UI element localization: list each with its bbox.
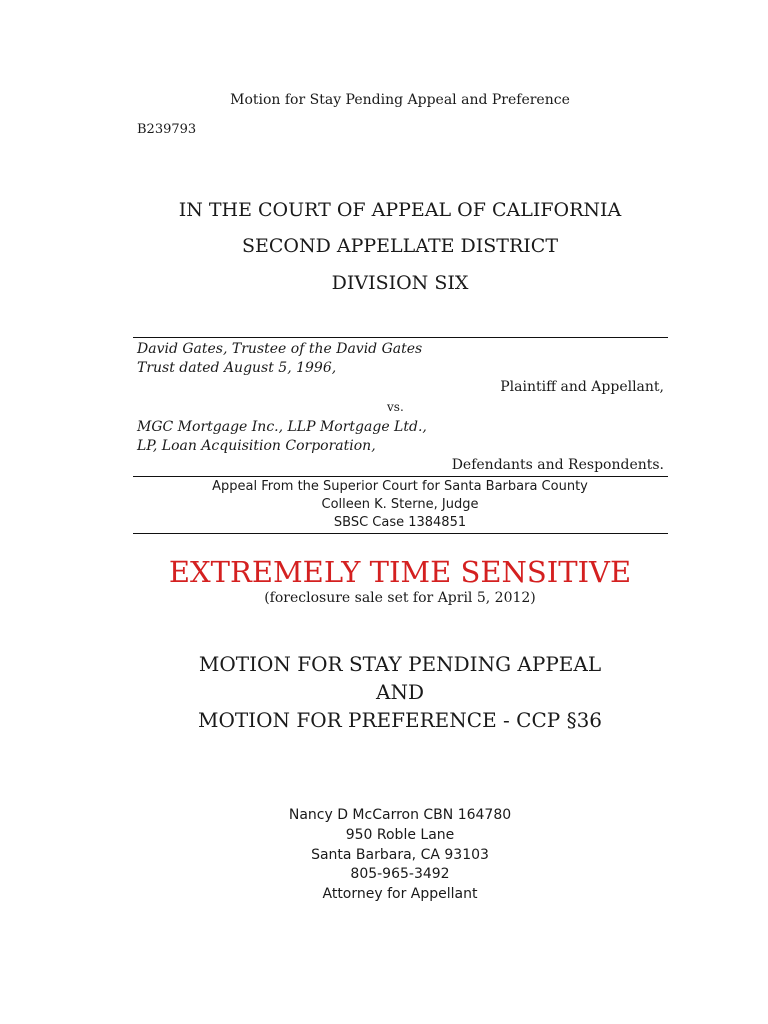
defendants-role: Defendants and Respondents. [451,457,664,473]
defendants-line-1: MGC Mortgage Inc., LLP Mortgage Ltd., [137,419,427,435]
court-district: SECOND APPELLATE DISTRICT [241,235,558,257]
versus-label: vs. [387,400,404,414]
case-number: B239793 [137,122,197,137]
court-name: IN THE COURT OF APPEAL OF CALIFORNIA [178,199,622,221]
attorney-street: 950 Roble Lane [345,827,455,843]
caption-top-rule [133,337,668,338]
superior-court-case-number: SBSC Case 1384851 [333,515,467,530]
attorney-name: Nancy D McCarron CBN 164780 [288,807,512,823]
motion-title-line-2: AND [376,680,424,704]
appeal-judge: Colleen K. Sterne, Judge [321,497,479,512]
plaintiff-name [137,340,422,378]
plaintiff-name-line-1: David Gates, Trustee of the David Gates [137,341,423,357]
court-division: DIVISION SIX [331,272,469,294]
document-header-title: Motion for Stay Pending Appeal and Preference [230,92,570,108]
motion-title-line-1: MOTION FOR STAY PENDING APPEAL [198,652,602,676]
attorney-role: Attorney for Appellant [322,886,478,902]
appeal-source: Appeal From the Superior Court for Santa Barbara County [212,479,588,494]
defendants-line-2: LP, Loan Acquisition Corporation, [137,438,376,454]
urgency-banner: EXTREMELY TIME SENSITIVE [168,555,632,589]
caption-bottom-rule [133,476,668,477]
plaintiff-name-line-2: Trust dated August 5, 1996, [137,360,337,376]
appeal-bottom-rule [133,533,668,534]
attorney-phone: 805-965-3492 [350,866,450,882]
plaintiff-role: Plaintiff and Appellant, [500,379,664,395]
motion-title-line-3: MOTION FOR PREFERENCE - CCP §36 [197,708,603,732]
defendants-names [137,418,427,456]
attorney-city: Santa Barbara, CA 93103 [311,847,489,863]
foreclosure-note: (foreclosure sale set for April 5, 2012) [264,590,536,606]
